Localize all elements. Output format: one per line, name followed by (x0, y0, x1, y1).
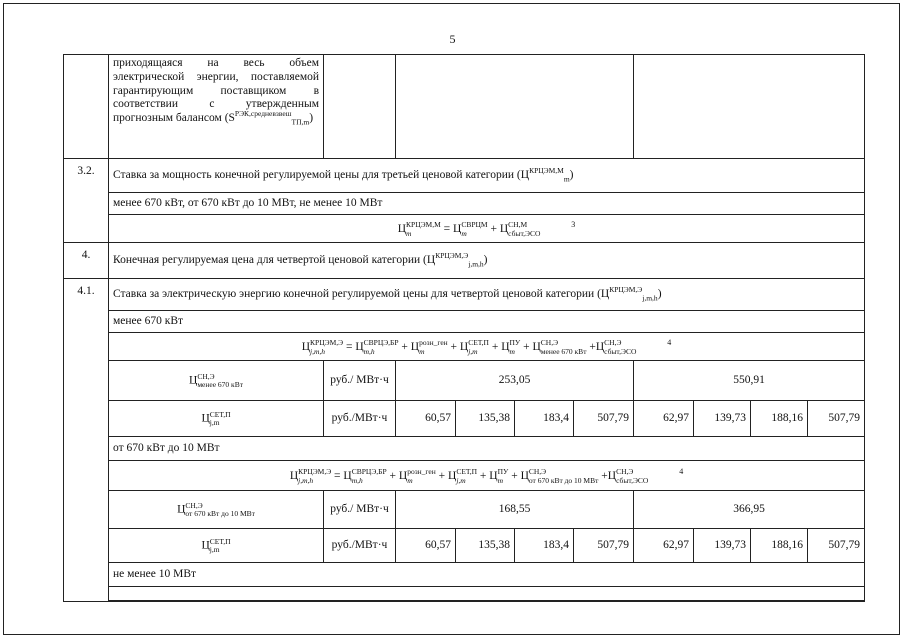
value-cell: 366,95 (634, 491, 865, 529)
table-row (64, 215, 865, 243)
sn-label: Ц СН,Э от 670 кВт до 10 МВт (109, 491, 324, 529)
table-row (64, 401, 865, 437)
table-row (64, 437, 865, 461)
row-number: 4.1. (64, 279, 109, 602)
title-tail: ) (483, 253, 488, 266)
value-cell: 135,38 (456, 529, 515, 563)
value-cell: 139,73 (694, 401, 751, 437)
range-label: от 670 кВт до 10 МВт (109, 437, 865, 461)
table-row (64, 243, 865, 279)
value-cell: 135,38 (456, 401, 515, 437)
title-text: Ставка за электрическую энергию конечной регулируемой цены для четвертой ценовой категории (Ц (113, 287, 610, 300)
value-cell: 168,55 (396, 491, 634, 529)
formula-4-1-a: Ц КРЦЭМ,Э j,m,h = Ц СВРЦЭ,БР m,h + Ц розн_ген m + Ц СЕТ,П j,m + Ц ПУ m + Ц СН,Э менее 670 кВт +Ц СН,Э сбыт,ЭСО $^4$ (109, 333, 865, 361)
symbol-tail: ) (309, 112, 314, 125)
value-cell: 507,79 (574, 529, 634, 563)
title-sub: j,m,h (468, 258, 484, 268)
table-row (64, 587, 865, 601)
formula-3-2: Ц КРЦЭМ,М m = Ц СВРЦМ m + Ц СН,М сбыт,ЭСО $^3$ (109, 215, 865, 243)
table-row (64, 361, 865, 401)
row-number: 4. (64, 243, 109, 279)
value-cell: 507,79 (574, 401, 634, 437)
value-cell: 188,16 (751, 401, 808, 437)
title-tail: ) (657, 287, 662, 300)
unit-cell: руб./МВт·ч (324, 529, 396, 563)
section-title (109, 279, 865, 311)
empty-cell (324, 55, 396, 159)
value-cell: 253,05 (396, 361, 634, 401)
value-cell: 139,73 (694, 529, 751, 563)
table-row (64, 529, 865, 563)
table-row (64, 601, 865, 602)
set-label: Ц СЕТ,П j,m (109, 401, 324, 437)
title-tail: ) (569, 168, 574, 181)
title-text: Ставка за мощность конечной регулируемой цены для третьей ценовой категории (Ц (113, 168, 530, 181)
table-row (64, 55, 865, 159)
set-label: Ц СЕТ,П j,m (109, 529, 324, 563)
footnote-marker: 4 (679, 466, 684, 476)
table-row (64, 159, 865, 193)
table-row (64, 311, 865, 333)
table-row (64, 333, 865, 361)
empty-cell (109, 601, 865, 602)
num-cell (64, 55, 109, 159)
value-cell: 507,79 (808, 401, 865, 437)
value-cell: 188,16 (751, 529, 808, 563)
title-sub: j,m,h (642, 292, 658, 302)
continuation-text (109, 55, 324, 159)
formula-lhs: Ц КРЦЭМ,М m (397, 220, 441, 238)
table-row (64, 193, 865, 215)
table-row (64, 491, 865, 529)
row-number: 3.2. (64, 159, 109, 243)
continuation-body: приходящаяся на весь объем электрической энергии, поставляемой гарантирующим поставщиком в соответствии с утвержденным прогнозным балансом (S (113, 57, 319, 125)
value-cell: 60,57 (396, 401, 456, 437)
tariff-table (63, 54, 865, 602)
title-sub: m (563, 173, 570, 183)
page-number: 5 (449, 32, 456, 46)
table-row (64, 563, 865, 587)
value-cell: 60,57 (396, 529, 456, 563)
value-cell: 507,79 (808, 529, 865, 563)
range-label: менее 670 кВт, от 670 кВт до 10 МВт, не менее 10 МВт (109, 193, 865, 215)
table-row (64, 279, 865, 311)
unit-cell: руб./МВт·ч (324, 401, 396, 437)
title-sup: КРЦЭМ,М (529, 165, 564, 175)
range-label: не менее 10 МВт (109, 563, 865, 587)
value-cell: 183,4 (515, 529, 574, 563)
footnote-marker: 4 (667, 337, 672, 347)
formula-4-1-b: Ц КРЦЭМ,Э j,m,h = Ц СВРЦЭ,БР m,h + Ц розн_ген m + Ц СЕТ,П j,m + Ц ПУ m + Ц СН,Э от 670 кВт до 10 МВт +Ц СН,Э сбыт,ЭСО $^4$ (109, 461, 865, 491)
section-title (109, 159, 865, 193)
range-label: менее 670 кВт (109, 311, 865, 333)
symbol-sub: ТП,m (291, 117, 310, 127)
empty-cell (396, 55, 634, 159)
empty-cell (634, 55, 865, 159)
empty-cell (109, 587, 865, 601)
unit-cell: руб./ МВт·ч (324, 361, 396, 401)
title-sup: КРЦЭМ,Э (435, 250, 469, 260)
formula-term: Ц СН,М сбыт,ЭСО (499, 220, 541, 238)
title-sup: КРЦЭМ,Э (609, 284, 643, 294)
symbol-sup: РЭК,средневзвеш (234, 109, 292, 119)
formula-term: Ц СВРЦМ m (453, 220, 488, 238)
value-cell: 62,97 (634, 529, 694, 563)
footnote-marker: 3 (571, 219, 576, 229)
value-cell: 62,97 (634, 401, 694, 437)
sn-label: Ц СН,Э менее 670 кВт (109, 361, 324, 401)
section-title (109, 243, 865, 279)
unit-cell: руб./ МВт·ч (324, 491, 396, 529)
value-cell: 550,91 (634, 361, 865, 401)
table-row (64, 461, 865, 491)
value-cell: 183,4 (515, 401, 574, 437)
title-text: Конечная регулируемая цена для четвертой ценовой категории (Ц (113, 253, 436, 266)
